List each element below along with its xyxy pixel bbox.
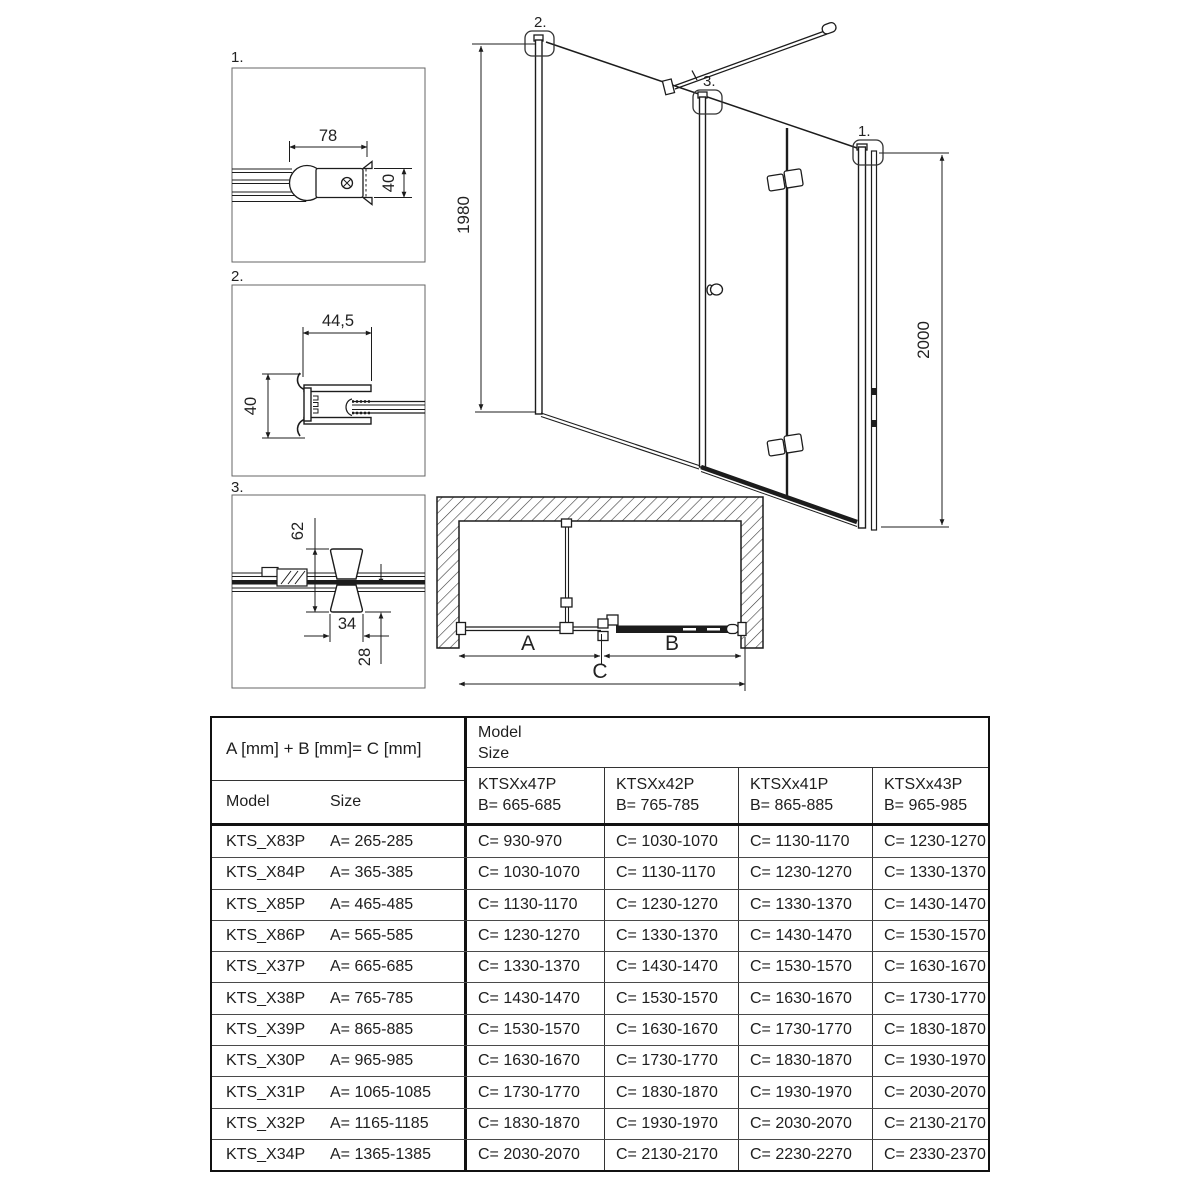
table-row xyxy=(212,1108,988,1139)
model-cell: KTS_X83P xyxy=(226,832,306,850)
c-value-cell: C= 1730-1770 xyxy=(738,1015,872,1045)
model-cell: KTS_X84P xyxy=(226,864,306,882)
model-cell: KTS_X32P xyxy=(226,1114,306,1132)
size-cell: A= 465-485 xyxy=(322,890,467,920)
model-cell: KTS_X31P xyxy=(226,1083,306,1101)
model-column-name: KTSXx41P xyxy=(750,776,829,793)
c-value-cell: C= 1630-1670 xyxy=(604,1015,738,1045)
elevation-dim-left: 1980 xyxy=(454,196,473,234)
model-cell: KTS_X30P xyxy=(226,1052,306,1070)
model-columns-header xyxy=(467,768,988,823)
size-table-header xyxy=(212,718,988,823)
detail-1-label: 1. xyxy=(231,49,244,66)
table-header-right xyxy=(467,718,988,823)
c-value-cell: C= 1630-1670 xyxy=(738,983,872,1013)
detail-2-dim-width: 44,5 xyxy=(321,312,355,330)
c-value-cell: C= 1330-1370 xyxy=(872,858,988,888)
detail-3-dim-total: 62 xyxy=(289,521,307,541)
c-value-cell: C= 1530-1570 xyxy=(738,952,872,982)
c-value-cell: C= 1730-1770 xyxy=(478,1083,580,1101)
c-value-cell: C= 1830-1870 xyxy=(872,1015,988,1045)
table-row xyxy=(212,857,988,888)
c-value-cell: C= 1530-1570 xyxy=(478,1020,580,1038)
model-column-name: KTSXx47P xyxy=(478,776,557,793)
table-row xyxy=(212,920,988,951)
c-value-cell: C= 1430-1470 xyxy=(738,921,872,951)
table-row xyxy=(212,889,988,920)
c-value-cell: C= 2330-2370 xyxy=(872,1140,988,1170)
size-cell: A= 965-985 xyxy=(322,1046,467,1076)
detail-1-dim-width: 78 xyxy=(318,127,338,145)
c-value-cell: C= 1830-1870 xyxy=(738,1046,872,1076)
detail-3-label: 3. xyxy=(231,479,244,496)
model-cell: KTS_X38P xyxy=(226,989,306,1007)
model-column xyxy=(604,768,738,823)
size-cell: A= 1365-1385 xyxy=(322,1140,467,1170)
c-value-cell: C= 1630-1670 xyxy=(872,952,988,982)
c-value-cell: C= 1230-1270 xyxy=(478,927,580,945)
c-value-cell: C= 1230-1270 xyxy=(738,858,872,888)
c-value-cell: C= 1330-1370 xyxy=(604,921,738,951)
c-value-cell: C= 2030-2070 xyxy=(478,1146,580,1164)
c-value-cell: C= 1930-1970 xyxy=(872,1046,988,1076)
c-value-cell: C= 1930-1970 xyxy=(738,1077,872,1107)
c-value-cell: C= 1230-1270 xyxy=(872,826,988,857)
c-value-cell: C= 1530-1570 xyxy=(604,983,738,1013)
detail-2-dim-height: 40 xyxy=(242,396,260,416)
table-row xyxy=(212,951,988,982)
size-cell: A= 1165-1185 xyxy=(322,1109,467,1139)
model-column-name: KTSXx43P xyxy=(884,776,963,793)
c-value-cell: C= 1330-1370 xyxy=(738,890,872,920)
detail-3 xyxy=(231,479,425,688)
elevation-callout-1: 1. xyxy=(858,123,871,140)
c-value-cell: C= 1830-1870 xyxy=(604,1077,738,1107)
c-value-cell: C= 1030-1070 xyxy=(478,864,580,882)
group-header-line2: Size xyxy=(478,745,510,762)
model-column-b-range: B= 965-985 xyxy=(884,797,968,814)
size-cell: A= 1065-1085 xyxy=(322,1077,467,1107)
detail-3-dim-width: 34 xyxy=(337,615,357,633)
table-row xyxy=(212,1014,988,1045)
c-value-cell: C= 2130-2170 xyxy=(872,1109,988,1139)
model-column-b-range: B= 765-785 xyxy=(616,797,700,814)
detail-1 xyxy=(231,49,425,262)
c-value-cell: C= 1330-1370 xyxy=(478,958,580,976)
c-value-cell: C= 1130-1170 xyxy=(478,895,578,913)
group-header-line1: Model xyxy=(478,724,522,741)
table-header-left xyxy=(212,718,467,823)
model-column xyxy=(738,768,872,823)
detail-2-label: 2. xyxy=(231,268,244,285)
size-cell: A= 365-385 xyxy=(322,858,467,888)
table-row xyxy=(212,826,988,857)
elevation-view xyxy=(454,14,949,530)
table-row xyxy=(212,982,988,1013)
c-value-cell: C= 1430-1470 xyxy=(872,890,988,920)
table-row xyxy=(212,1076,988,1107)
size-cell: A= 865-885 xyxy=(322,1015,467,1045)
c-value-cell: C= 1430-1470 xyxy=(478,989,580,1007)
c-value-cell: C= 1530-1570 xyxy=(872,921,988,951)
formula-cell: A [mm] + B [mm]= C [mm] xyxy=(212,718,464,781)
plan-view xyxy=(437,497,763,691)
detail-2 xyxy=(231,268,425,476)
model-cell: KTS_X34P xyxy=(226,1146,306,1164)
elevation-callout-3: 3. xyxy=(703,73,716,90)
table-row xyxy=(212,1139,988,1170)
model-size-header-row xyxy=(212,781,464,823)
model-cell: KTS_X85P xyxy=(226,895,306,913)
c-value-cell: C= 1730-1770 xyxy=(604,1046,738,1076)
plan-dim-b: B xyxy=(664,632,680,655)
c-value-cell: C= 1430-1470 xyxy=(604,952,738,982)
model-column-b-range: B= 665-685 xyxy=(478,797,562,814)
model-column xyxy=(467,768,604,823)
size-cell: A= 265-285 xyxy=(322,826,467,857)
plan-dim-a: A xyxy=(520,632,536,655)
elevation-dim-right: 2000 xyxy=(914,321,933,359)
c-value-cell: C= 1730-1770 xyxy=(872,983,988,1013)
c-value-cell: C= 2130-2170 xyxy=(604,1140,738,1170)
c-value-cell: C= 1630-1670 xyxy=(478,1052,580,1070)
model-cell: KTS_X86P xyxy=(226,927,306,945)
size-cell: A= 565-585 xyxy=(322,921,467,951)
table-row xyxy=(212,1045,988,1076)
detail-1-dim-height: 40 xyxy=(380,173,398,193)
c-value-cell: C= 1130-1170 xyxy=(738,826,872,857)
c-value-cell: C= 1230-1270 xyxy=(604,890,738,920)
size-cell: A= 665-685 xyxy=(322,952,467,982)
c-value-cell: C= 2230-2270 xyxy=(738,1140,872,1170)
model-column xyxy=(872,768,988,823)
c-value-cell: C= 1030-1070 xyxy=(604,826,738,857)
model-cell: KTS_X37P xyxy=(226,958,306,976)
c-value-cell: C= 2030-2070 xyxy=(872,1077,988,1107)
c-value-cell: C= 1830-1870 xyxy=(478,1114,580,1132)
model-cell: KTS_X39P xyxy=(226,1020,306,1038)
size-column-header: Size xyxy=(330,793,362,810)
c-value-cell: C= 1130-1170 xyxy=(604,858,738,888)
model-column-name: KTSXx42P xyxy=(616,776,695,793)
plan-dim-c: C xyxy=(592,660,608,683)
size-cell: A= 765-785 xyxy=(322,983,467,1013)
c-value-cell: C= 2030-2070 xyxy=(738,1109,872,1139)
elevation-callout-2: 2. xyxy=(534,14,547,31)
size-table xyxy=(210,716,990,1172)
detail-3-dim-lower: 28 xyxy=(356,647,374,667)
model-column-b-range: B= 865-885 xyxy=(750,797,834,814)
size-table-body xyxy=(212,823,988,1170)
c-value-cell: C= 930-970 xyxy=(478,832,563,850)
model-column-header: Model xyxy=(226,793,270,810)
group-header xyxy=(467,718,988,768)
c-value-cell: C= 1930-1970 xyxy=(604,1109,738,1139)
